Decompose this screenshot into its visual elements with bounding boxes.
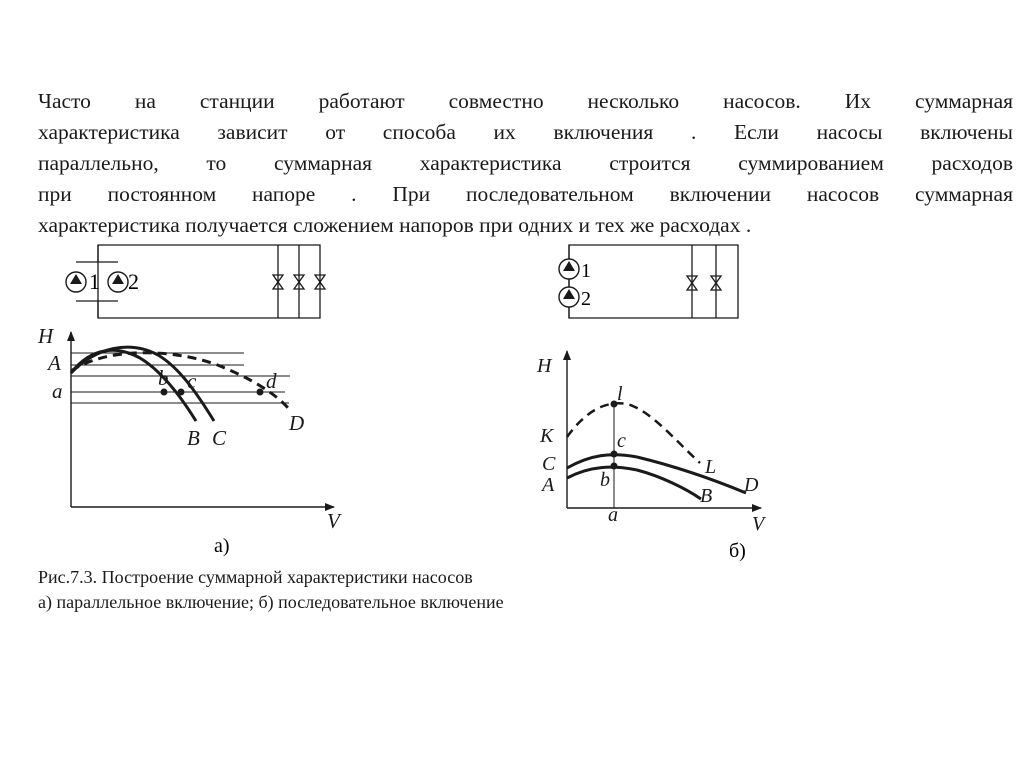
pump-2-label: 2 [128, 269, 139, 294]
label-a: a [52, 379, 63, 403]
subfigure-b-label: б) [729, 540, 746, 562]
pump-2-series-icon [559, 287, 579, 307]
label-C: C [542, 453, 556, 475]
axis-label-V: V [752, 513, 765, 535]
paragraph-line-3: параллельно, то суммарная характеристика строится суммированием расходов [38, 151, 1013, 175]
caption-subtitle: а) параллельное включение; б) последовательное включение [38, 592, 504, 612]
circuit-series [569, 245, 738, 318]
subfigure-a-label: а) [214, 535, 230, 557]
caption-title: Рис.7.3. Построение суммарной характеристики насосов [38, 567, 473, 587]
axis-label-H: H [537, 355, 552, 377]
label-D: D [289, 411, 305, 435]
label-D: D [744, 474, 759, 496]
label-B: B [187, 426, 200, 450]
paragraph-line-4: при постоянном напоре . При последовательном включении насосов суммарная [38, 182, 1013, 206]
label-l: l [617, 383, 623, 405]
paragraph-line-1: Часто на станции работают совместно несколько насосов. Их суммарная [38, 89, 1013, 113]
point-d [257, 389, 264, 396]
pump-2-series-label: 2 [581, 288, 591, 310]
figure-caption [38, 565, 504, 615]
label-K: K [540, 425, 554, 447]
pump-1-label: 1 [89, 269, 100, 294]
label-B: B [700, 485, 713, 507]
label-C: C [212, 426, 227, 450]
label-A: A [48, 351, 61, 375]
paragraph-line-5: характеристика получается сложением напоров при одних и тех же расходах . [38, 213, 752, 237]
curve-C-D [567, 455, 746, 493]
pump-1-series-label: 1 [581, 260, 591, 282]
label-b: b [600, 469, 610, 491]
label-L: L [705, 456, 717, 478]
curve-D [71, 353, 289, 409]
chart-parallel [37, 324, 342, 557]
label-c: c [617, 430, 626, 452]
label-b: b [158, 366, 169, 390]
axis-label-H: H [38, 324, 54, 348]
paragraph-line-2: характеристика зависит от способа их включения . Если насосы включены [38, 120, 1013, 144]
label-A: A [542, 474, 555, 496]
pump-1-series-icon [559, 259, 579, 279]
label-c: c [187, 369, 197, 393]
curve-K-L [567, 403, 700, 463]
label-a: a [608, 504, 618, 526]
label-d: d [266, 369, 277, 393]
chart-series [536, 351, 767, 562]
axis-label-V: V [327, 509, 340, 533]
curve-A-B [567, 467, 701, 499]
point-c [178, 389, 185, 396]
point-b [611, 463, 618, 470]
pump-2-icon [108, 272, 128, 292]
pump-1-icon [66, 272, 86, 292]
